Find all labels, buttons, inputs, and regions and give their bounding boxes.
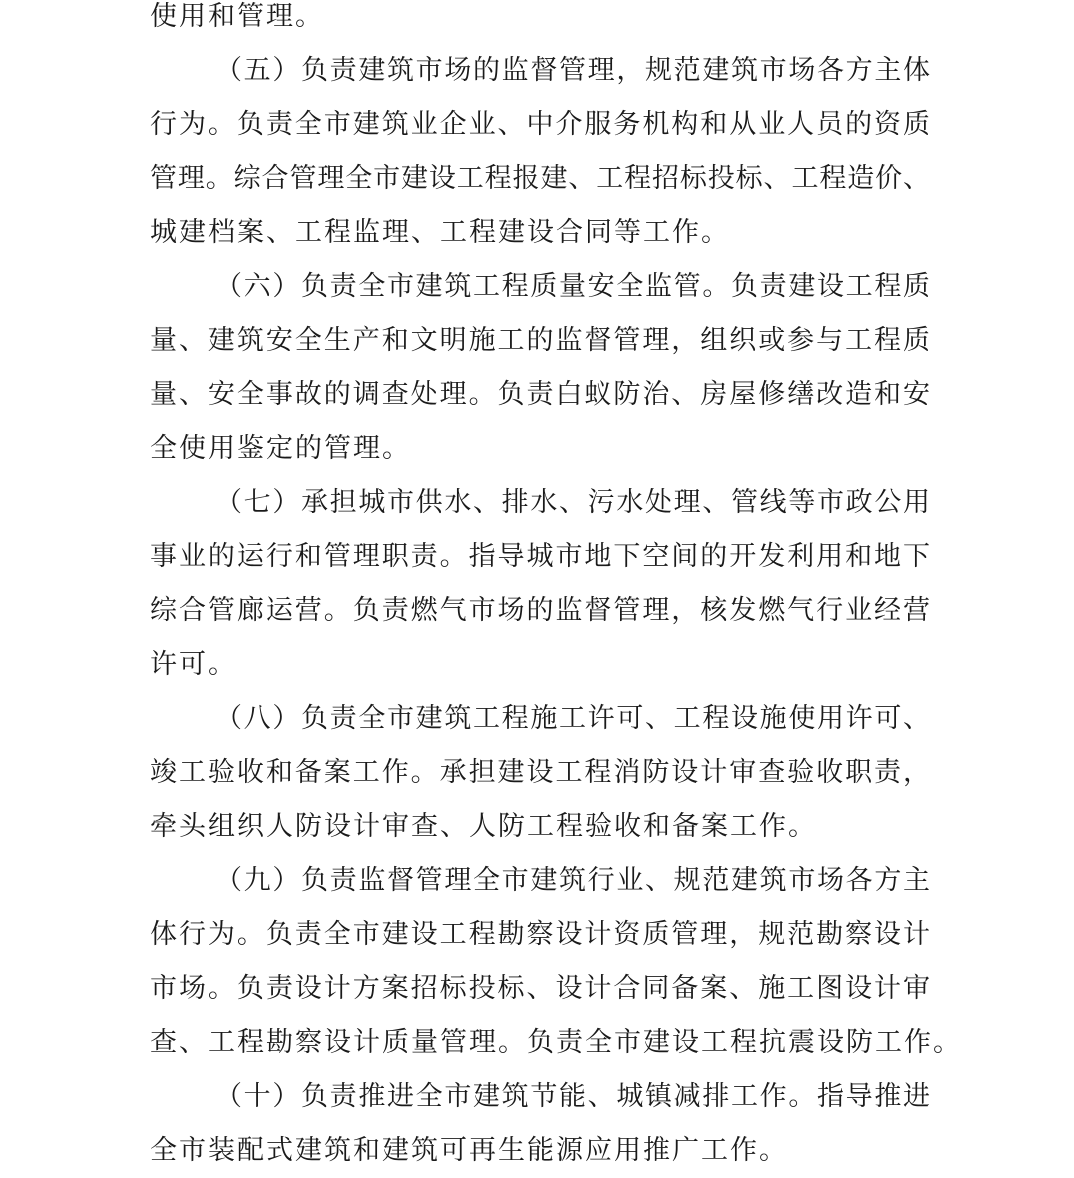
text-line: （七）承担城市供水、排水、污水处理、管线等市政公用 [215,487,930,518]
paragraph [150,692,930,854]
paragraph [150,0,930,44]
text-line: 许可。 [150,649,237,680]
text-line: （九）负责监督管理全市建筑行业、规范建筑市场各方主 [215,865,930,896]
text-line: 量、安全事故的调查处理。负责白蚁防治、房屋修缮改造和安 [150,379,930,410]
text-line: 体行为。负责全市建设工程勘察设计资质管理，规范勘察设计 [150,919,930,950]
text-line: 全市装配式建筑和建筑可再生能源应用推广工作。 [150,1135,788,1166]
text-line: 查、工程勘察设计质量管理。负责全市建设工程抗震设防工作。 [150,1027,962,1058]
text-line: 管理。综合管理全市建设工程报建、工程招标投标、工程造价、 [150,163,930,194]
text-line: （六）负责全市建筑工程质量安全监管。负责建设工程质 [215,271,930,302]
text-line: 城建档案、工程监理、工程建设合同等工作。 [150,217,730,248]
text-line: （八）负责全市建筑工程施工许可、工程设施使用许可、 [215,703,930,734]
paragraph [150,476,930,692]
text-line: （十）负责推进全市建筑节能、城镇减排工作。指导推进 [215,1081,930,1112]
text-line: （五）负责建筑市场的监督管理，规范建筑市场各方主体 [215,55,930,86]
paragraph [150,854,962,1070]
text-line: 市场。负责设计方案招标投标、设计合同备案、施工图设计审 [150,973,930,1004]
text-line: 全使用鉴定的管理。 [150,433,411,464]
text-line: 牵头组织人防设计审查、人防工程验收和备案工作。 [150,811,817,842]
text-line: 综合管廊运营。负责燃气市场的监督管理，核发燃气行业经营 [150,595,930,626]
document-page [150,0,962,1178]
text-line: 使用和管理。 [150,1,324,32]
text-line: 量、建筑安全生产和文明施工的监督管理，组织或参与工程质 [150,325,930,356]
text-line: 行为。负责全市建筑业企业、中介服务机构和从业人员的资质 [150,109,930,140]
paragraph [150,260,930,476]
text-line: 事业的运行和管理职责。指导城市地下空间的开发利用和地下 [150,541,930,572]
text-line: 竣工验收和备案工作。承担建设工程消防设计审查验收职责， [150,757,930,788]
paragraph [150,44,930,260]
paragraph [150,1070,930,1178]
